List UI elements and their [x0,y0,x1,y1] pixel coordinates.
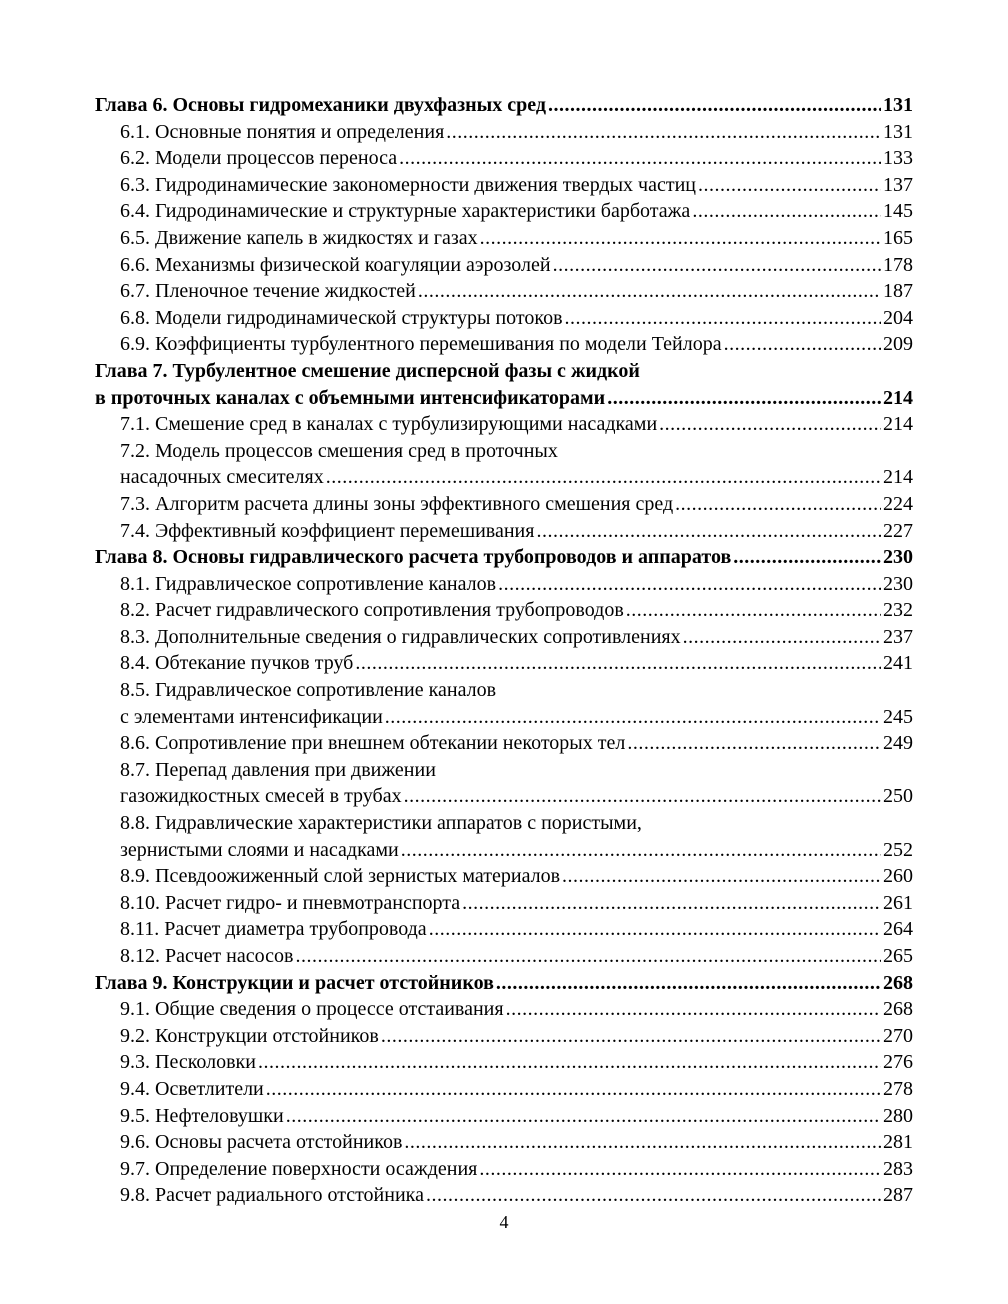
dot-leader [462,890,881,917]
toc-section-line [95,863,913,890]
toc-page-number: 230 [883,546,913,569]
dot-leader [404,1129,881,1156]
dot-leader [266,1076,881,1103]
dot-leader [548,92,881,119]
toc-section-line [95,730,913,757]
toc-entry-title: 9.3. Песколовки [120,1051,256,1074]
dot-leader [479,1156,881,1183]
toc-entry-title: 8.5. Гидравлическое сопротивление каналов [120,679,497,702]
toc-chapter-line [95,970,913,997]
toc-entry-title: зернистыми слоями и насадками [120,838,399,861]
toc-section-line [95,890,913,917]
dot-leader [536,518,881,545]
dot-leader [607,385,881,412]
toc-page-number: 145 [883,200,913,223]
toc-entry-title: Глава 9. Конструкции и расчет отстойников [95,971,494,994]
toc-entry-title: 8.12. Расчет насосов [120,945,294,967]
toc-page-number: 265 [883,945,913,967]
toc-page-number: 278 [883,1077,913,1100]
toc-entry-title: с элементами интенсификации [120,705,383,728]
toc-page-number: 280 [883,1104,913,1127]
toc-section-line [95,837,913,864]
toc-page-number: 133 [883,147,913,170]
toc-page-number: 224 [883,492,913,515]
dot-leader [698,172,881,199]
toc-page-number: 227 [883,519,913,542]
dot-leader [258,1049,881,1076]
toc-section-line [95,518,913,545]
toc-page-number: 214 [883,466,913,489]
toc-entry-title: 7.4. Эффективный коэффициент перемешивания [120,519,535,542]
toc-chapter-line [95,358,913,385]
toc-page-number: 137 [883,173,913,196]
toc-section-line [95,1049,913,1076]
toc-page-number: 249 [883,732,913,755]
dot-leader [496,970,881,997]
toc-section-line [95,757,913,784]
dot-leader [381,1023,881,1050]
toc-page-number: 237 [883,625,913,648]
table-of-contents [95,92,913,1209]
toc-page-number: 268 [883,998,913,1021]
toc-entry-title: в проточных каналах с объемными интенсификаторами [95,386,606,409]
dot-leader [399,145,881,172]
dot-leader [506,996,881,1023]
toc-page-number: 283 [883,1157,913,1180]
toc-entry-title: 6.3. Гидродинамические закономерности движения твердых частиц [120,173,696,196]
toc-page-number: 270 [883,1024,913,1047]
dot-leader [626,597,881,624]
dot-leader [562,863,881,890]
toc-section-line [95,252,913,279]
toc-entry-title: 6.1. Основные понятия и определения [120,120,445,143]
toc-section-line [95,1129,913,1156]
toc-entry-title: 6.4. Гидродинамические и структурные характеристики барботажа [120,200,691,223]
toc-entry-title: 6.2. Модели процессов переноса [120,147,398,170]
dot-leader [326,464,881,491]
toc-entry-title: 6.5. Движение капель в жидкостях и газах [120,226,478,249]
toc-page-number: 264 [883,918,913,941]
dot-leader [675,491,881,518]
toc-entry-title: 8.10. Расчет гидро- и пневмотранспорта [120,891,461,914]
toc-section-line [95,1076,913,1103]
toc-entry-title: Глава 8. Основы гидравлического расчета трубопроводов и аппаратов [95,546,732,569]
toc-entry-title: 6.6. Механизмы физической коагуляции аэрозолей [120,253,551,276]
toc-section-line [95,1182,913,1209]
dot-leader [385,704,881,731]
toc-entry-title: 6.8. Модели гидродинамической структуры потоков [120,306,563,329]
toc-page-number: 204 [883,306,913,329]
dot-leader [404,783,881,810]
toc-page-number: 261 [883,891,913,914]
toc-page-number: 252 [883,838,913,861]
toc-entry-title: 8.9. Псевдоожиженный слой зернистых материалов [120,865,561,888]
toc-page-number: 287 [883,1184,913,1207]
toc-chapter-line [95,92,913,119]
toc-entry-title: 9.4. Осветлители [120,1077,264,1100]
toc-section-line [95,305,913,332]
toc-entry-title: 9.7. Определение поверхности осаждения [120,1157,478,1180]
toc-entry-title: 6.7. Пленочное течение жидкостей [120,280,416,303]
toc-section-line [95,438,913,465]
toc-entry-title: газожидкостных смесей в трубах [120,785,402,808]
dot-leader [418,278,881,305]
dot-leader [286,1103,881,1130]
dot-leader [355,650,881,677]
toc-page-number: 241 [883,652,913,675]
toc-section-line [95,1023,913,1050]
toc-section-line [95,1156,913,1183]
toc-page-number: 131 [883,120,913,143]
dot-leader [683,624,881,651]
dot-leader [498,571,881,598]
toc-section-line [95,278,913,305]
toc-entry-title: 7.3. Алгоритм расчета длины зоны эффективного смешения сред [120,492,674,515]
toc-section-line [95,491,913,518]
toc-entry-title: 8.7. Перепад давления при движении [120,758,436,781]
toc-entry-title: 8.6. Сопротивление при внешнем обтекании некоторых тел [120,732,626,755]
dot-leader [565,305,881,332]
toc-chapter-line [95,544,913,571]
toc-entry-title: Глава 6. Основы гидромеханики двухфазных сред [95,94,546,116]
toc-section-line [95,119,913,146]
toc-section-line [95,810,913,837]
toc-entry-title: 7.1. Смешение сред в каналах с турбулизирующими насадками [120,413,658,436]
dot-leader [627,730,881,757]
toc-section-line [95,943,913,970]
toc-entry-title: 9.5. Нефтеловушки [120,1104,284,1127]
dot-leader [724,331,881,358]
toc-page-number: 209 [883,333,913,356]
toc-entry-title: 8.1. Гидравлическое сопротивление каналов [120,572,497,595]
toc-section-line [95,916,913,943]
toc-section-line [95,650,913,677]
toc-section-line [95,677,913,704]
toc-page-number: 245 [883,705,913,728]
toc-entry-title: 9.1. Общие сведения о процессе отстаивания [120,998,504,1021]
dot-leader [480,225,881,252]
toc-section-line [95,704,913,731]
toc-entry-title: 9.8. Расчет радиального отстойника [120,1184,424,1207]
toc-page-number: 276 [883,1051,913,1074]
toc-page-number: 165 [883,226,913,249]
dot-leader [659,411,881,438]
toc-section-line [95,571,913,598]
dot-leader [733,544,881,571]
toc-section-line [95,783,913,810]
toc-section-line [95,597,913,624]
toc-section-line [95,624,913,651]
toc-section-line [95,1103,913,1130]
toc-page-number: 178 [883,253,913,276]
toc-entry-title: 8.2. Расчет гидравлического сопротивления трубопроводов [120,599,624,622]
dot-leader [401,837,881,864]
toc-page-number: 230 [883,572,913,595]
toc-section-line [95,464,913,491]
dot-leader [553,252,881,279]
toc-section-line [95,411,913,438]
dot-leader [692,198,881,225]
toc-entry-title: 8.4. Обтекание пучков труб [120,652,354,675]
dot-leader [295,943,881,970]
toc-section-line [95,331,913,358]
toc-page-number: 131 [883,94,913,116]
dot-leader [426,1182,881,1209]
toc-entry-title: Глава 7. Турбулентное смешение дисперсной фазы с жидкой [95,359,640,382]
toc-page-number: 268 [883,971,913,994]
toc-entry-title: 8.11. Расчет диаметра трубопровода [120,918,427,941]
toc-entry-title: насадочных смесителях [120,466,324,489]
toc-page-number: 232 [883,599,913,622]
toc-entry-title: 8.3. Дополнительные сведения о гидравлических сопротивлениях [120,625,681,648]
toc-page-number: 214 [883,413,913,436]
toc-entry-title: 9.2. Конструкции отстойников [120,1024,379,1047]
toc-page-number: 214 [883,386,913,409]
page-number: 4 [499,1212,509,1232]
toc-section-line [95,198,913,225]
dot-leader [429,916,881,943]
toc-entry-title: 8.8. Гидравлические характеристики аппаратов с пористыми, [120,812,642,835]
toc-entry-title: 7.2. Модель процессов смешения сред в проточных [120,439,558,462]
toc-entry-title: 6.9. Коэффициенты турбулентного перемешивания по модели Тейлора [120,333,722,356]
toc-page-number: 250 [883,785,913,808]
toc-chapter-line [95,385,913,412]
toc-section-line [95,225,913,252]
toc-section-line [95,145,913,172]
toc-page-number: 281 [883,1131,913,1154]
toc-section-line [95,172,913,199]
toc-section-line [95,996,913,1023]
toc-page-number: 187 [883,280,913,303]
dot-leader [446,119,881,146]
toc-entry-title: 9.6. Основы расчета отстойников [120,1131,403,1154]
toc-page-number: 260 [883,865,913,888]
